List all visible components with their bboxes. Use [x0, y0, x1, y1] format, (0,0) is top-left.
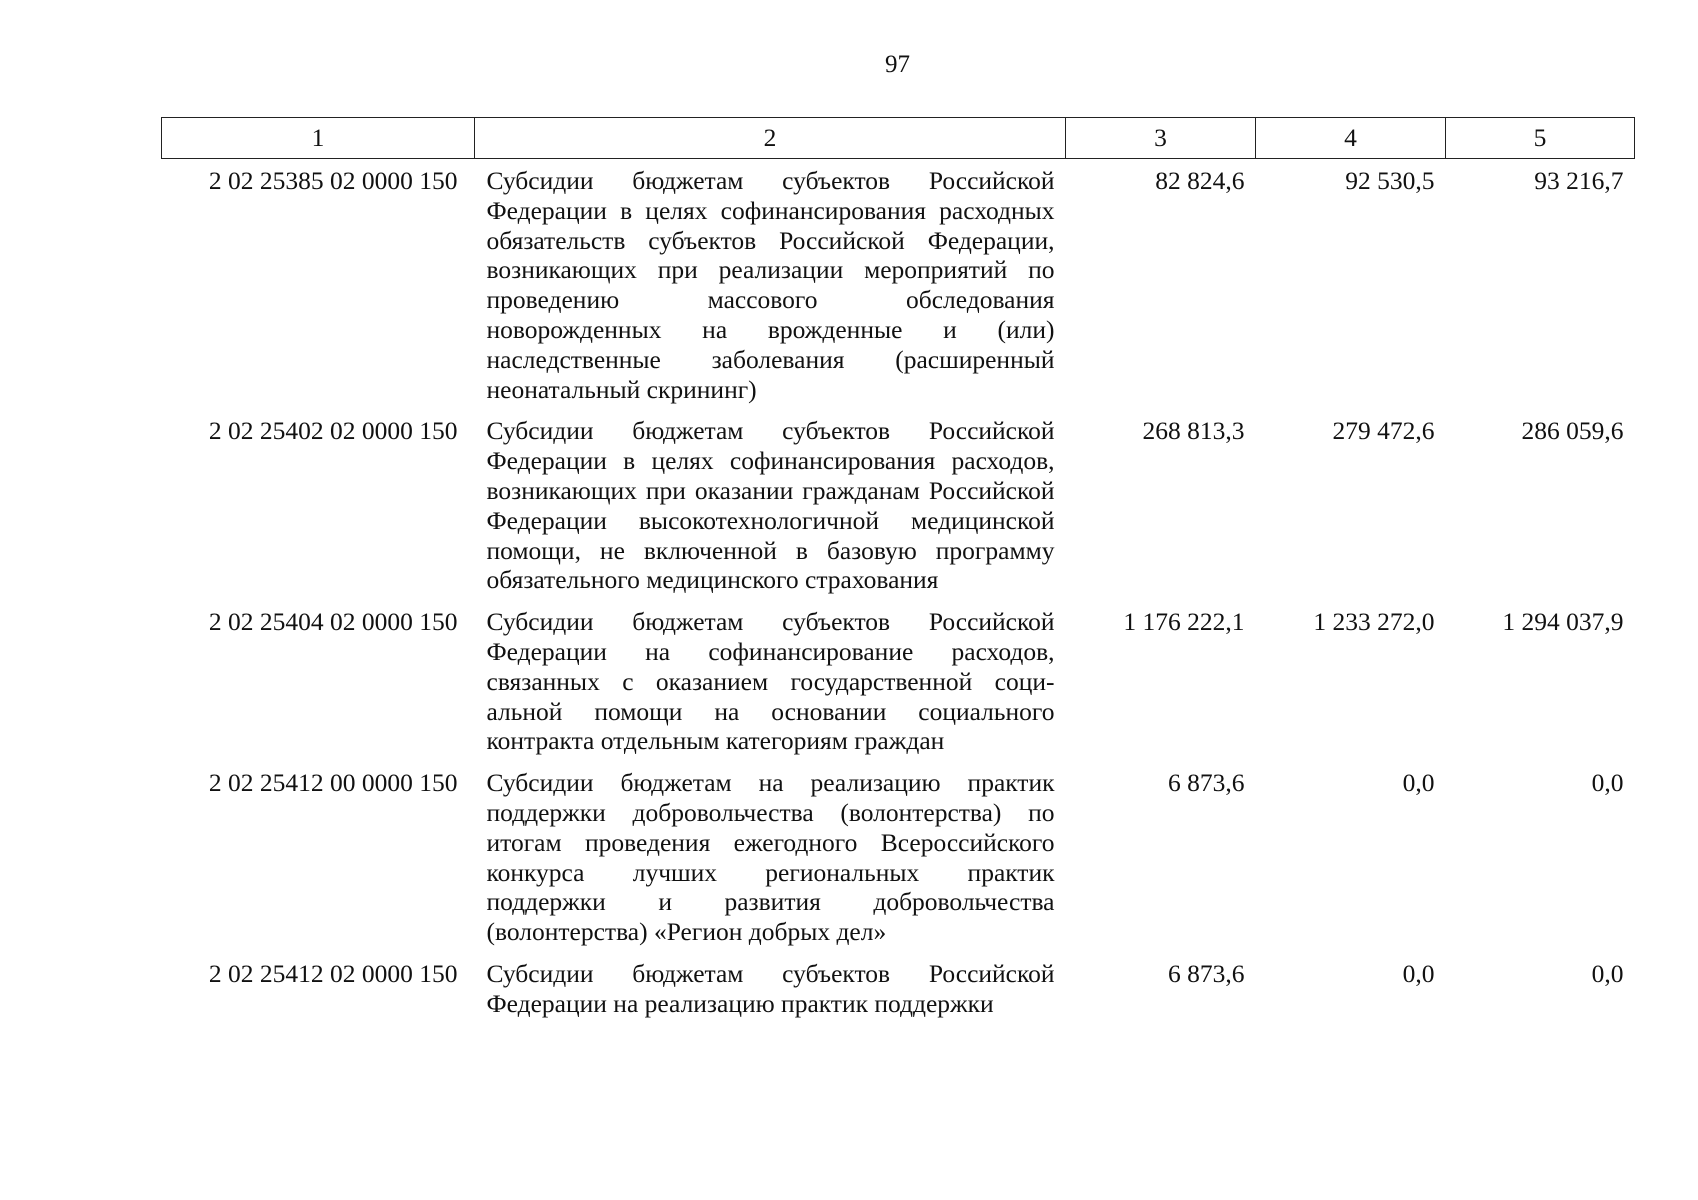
- row-value-col3: 82 824,6: [1155, 166, 1245, 195]
- row-code: 2 02 25412 00 0000 150: [208, 768, 458, 798]
- row-value-col4: 279 472,6: [1332, 416, 1435, 446]
- row-name: Субсидии бюджетам субъектов Российской Федерации в целях софинансирования расходных обязательств субъектов Российской Федерации, возникающих при реализации мероприятий по проведению массового обследования новорожденных на врожденные и (или) наследственные заболевания (расширенный неонатальный скрининг): [486, 166, 1055, 404]
- table-row: [162, 768, 1635, 959]
- column-header-5: 5: [1446, 118, 1635, 159]
- row-value-col5: 93 216,7: [1534, 166, 1624, 195]
- budget-table: [161, 117, 1635, 1019]
- column-header-3: 3: [1066, 118, 1256, 159]
- row-code: 2 02 25404 02 0000 150: [208, 607, 458, 637]
- row-value-col3: 6 873,6: [1168, 958, 1245, 988]
- row-name: Субсидии бюджетам субъектов Российской Федерации на реализацию практик поддержки: [486, 958, 1055, 1018]
- table-header-row: [162, 118, 1635, 159]
- row-value-col4: 0,0: [1402, 768, 1435, 798]
- row-name: Субсидии бюджетам субъектов Российской Федерации в целях софинансирования расходов, возникающих при оказании гражданам Российской Федерации высокотехнологичной медицинской помощи, не включенной в базовую программу обязательного медицинского страхования: [486, 416, 1055, 595]
- row-value-col4: 0,0: [1402, 958, 1435, 988]
- table-row: [162, 607, 1635, 768]
- row-value-col5: 0,0: [1591, 768, 1624, 798]
- column-header-2: 2: [475, 118, 1066, 159]
- row-name: Субсидии бюджетам на реализацию практик поддержки добровольчества (волонтерства) по итогам проведения ежегодного Всероссийского конкурса лучших региональных практик поддержки и развития добровольчества (волонтерства) «Регион добрых дел»: [486, 768, 1055, 947]
- row-value-col3: 6 873,6: [1168, 768, 1245, 798]
- table-row: [162, 416, 1635, 607]
- row-code: 2 02 25412 02 0000 150: [208, 958, 458, 988]
- row-name: Субсидии бюджетам субъектов Российской Федерации на софинансирование расходов, связанных с оказанием государственной социальной помощи на основании социального контракта отдельным категориям граждан: [486, 607, 1055, 756]
- row-value-col3: 1 176 222,1: [1123, 607, 1245, 637]
- row-value-col3: 268 813,3: [1142, 416, 1245, 446]
- row-value-col5: 1 294 037,9: [1502, 607, 1624, 637]
- row-code: 2 02 25402 02 0000 150: [208, 416, 458, 446]
- row-value-col4: 1 233 272,0: [1313, 607, 1435, 637]
- row-code: 2 02 25385 02 0000 150: [208, 166, 458, 195]
- table-row: [162, 959, 1635, 1019]
- column-header-1: 1: [162, 118, 475, 159]
- column-header-4: 4: [1256, 118, 1446, 159]
- row-value-col5: 0,0: [1591, 958, 1624, 988]
- row-value-col5: 286 059,6: [1521, 416, 1624, 446]
- row-value-col4: 92 530,5: [1345, 166, 1435, 195]
- page-number: 97: [885, 51, 910, 78]
- table-row: [162, 159, 1635, 417]
